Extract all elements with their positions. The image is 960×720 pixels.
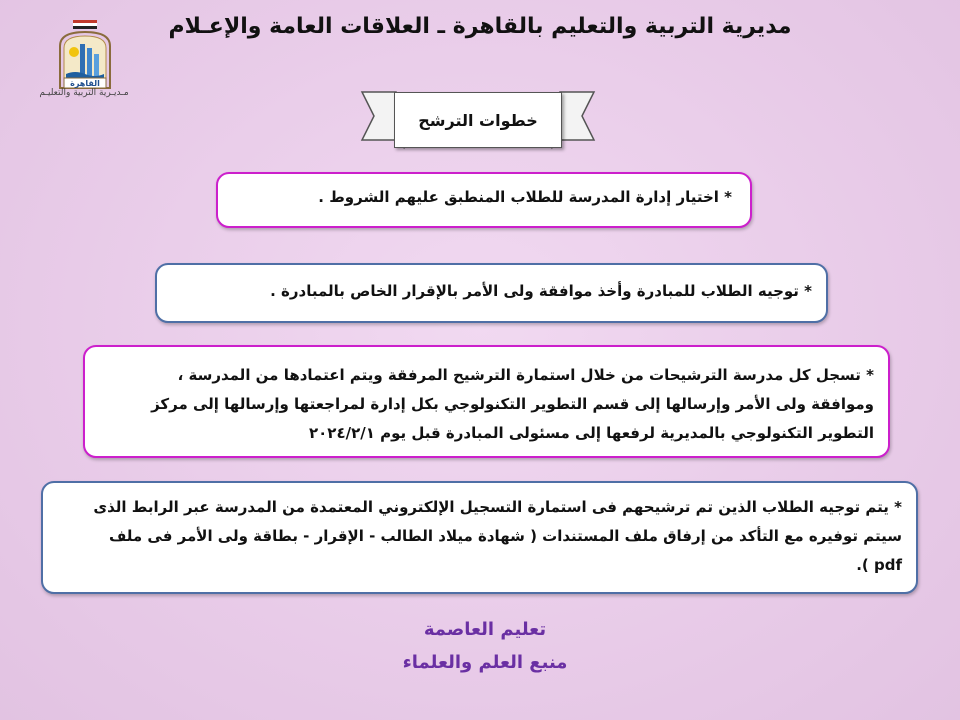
steps-banner xyxy=(360,78,596,156)
step-4-line-2: سيتم توفيره مع التأكد من إرفاق ملف المستندات ( شهادة ميلاد الطالب - الإقرار - بطاقة ولى الأمر فى ملف xyxy=(108,527,902,545)
step-box-1 xyxy=(216,172,752,228)
footer-slogan-line-2: منبع العلم والعلماء xyxy=(402,652,568,673)
step-4-line-1: * يتم توجيه الطلاب الذين تم ترشيحهم فى استمارة التسجيل الإلكتروني المعتمدة من المدرسة عبر الرابط الذى xyxy=(93,498,902,516)
step-3-line-3: التطوير التكنولوجي بالمديرية لرفعها إلى مسئولى المبادرة قبل يوم ٢٠٢٤/٢/١ xyxy=(308,424,874,442)
logo-name-text: القاهرة xyxy=(70,79,100,88)
step-3-line-1: * تسجل كل مدرسة الترشيحات من خلال استمارة الترشيح المرفقة ويتم اعتمادها من المدرسة ، xyxy=(177,366,874,384)
step-2-line-1: * توجيه الطلاب للمبادرة وأخذ موافقة ولى الأمر بالإقرار الخاص بالمبادرة . xyxy=(270,282,812,300)
step-1-line-1: * اختيار إدارة المدرسة للطلاب المنطبق عليهم الشروط . xyxy=(318,188,732,206)
step-box-3 xyxy=(83,345,890,458)
page-title: مديرية التربية والتعليم بالقاهرة ـ العلاقات العامة والإعـلام xyxy=(168,14,792,39)
step-box-4 xyxy=(41,481,918,594)
step-4-line-3: pdf ). xyxy=(856,556,902,574)
logo-caption: مـديـرية التربية والتعليـم xyxy=(39,88,129,98)
step-3-line-2: وموافقة ولى الأمر وإرسالها إلى قسم التطوير التكنولوجي بكل إدارة لمراجعتها وإرسالها إلى مركز xyxy=(151,395,874,413)
banner-label: خطوات الترشح xyxy=(394,92,562,148)
step-box-2 xyxy=(155,263,828,323)
footer-slogan-line-1: تعليم العاصمة xyxy=(423,619,547,640)
